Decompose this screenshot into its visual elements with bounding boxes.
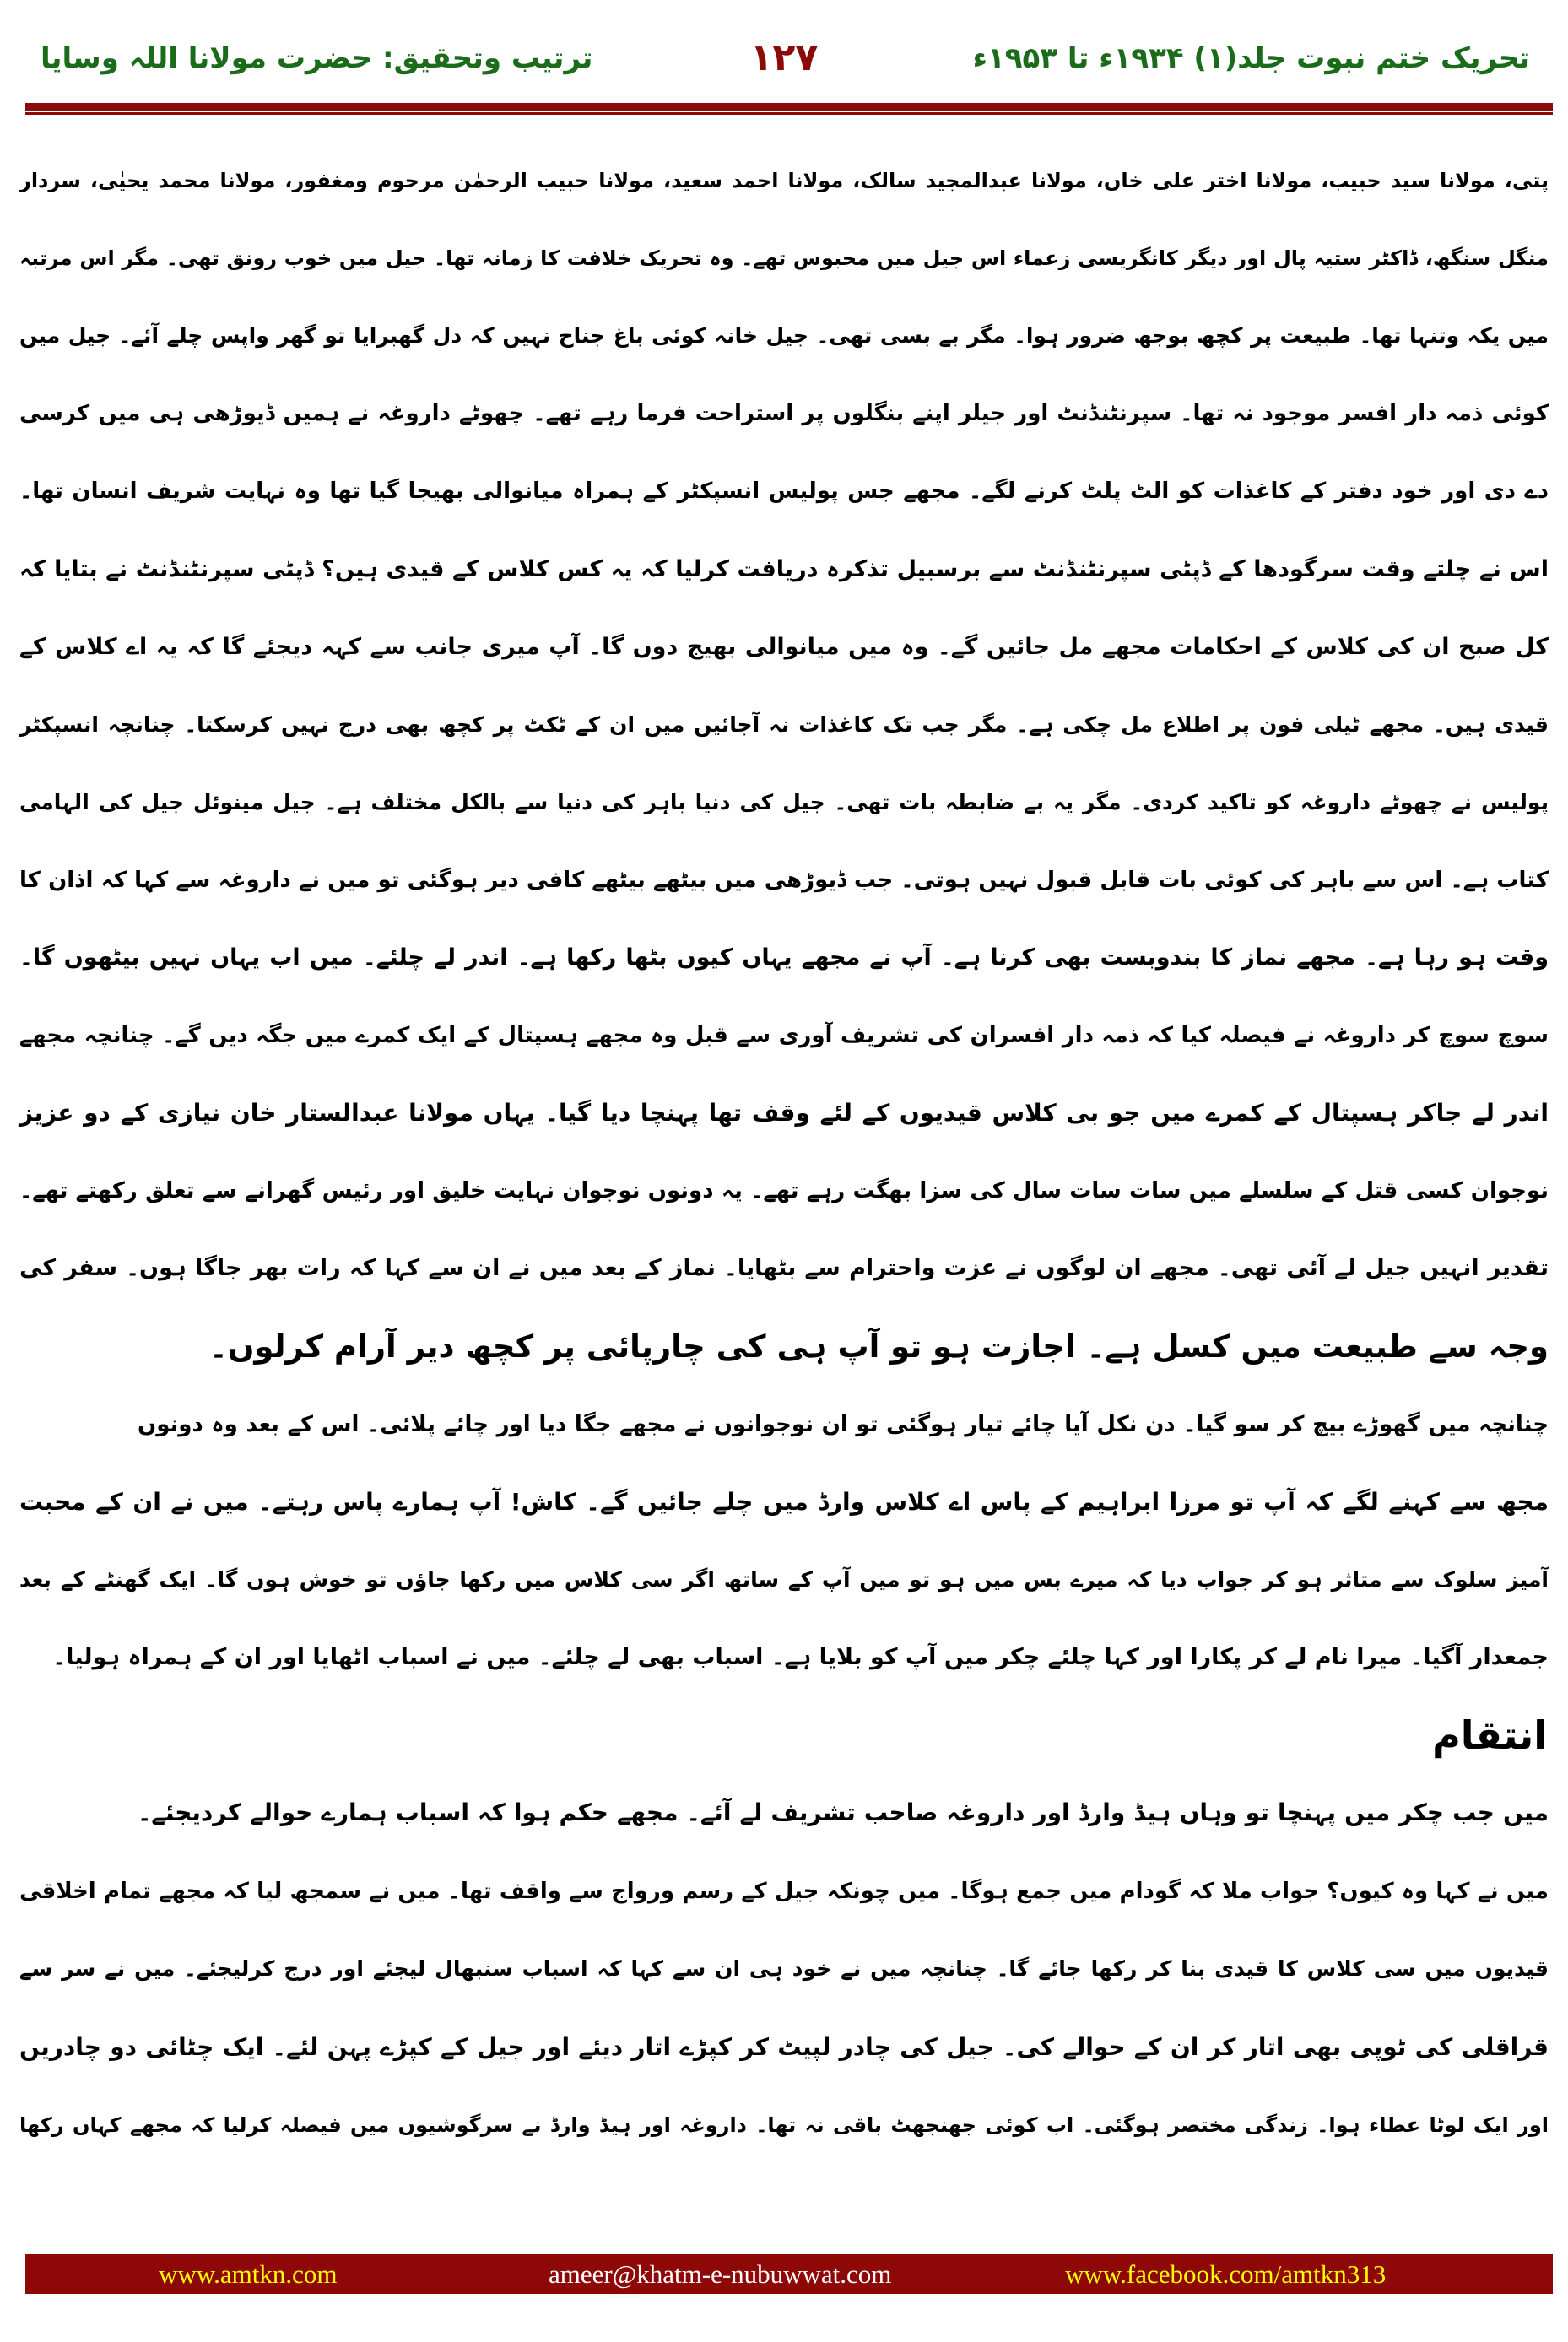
text-line: پتی، مولانا سید حبیب، مولانا اختر علی خاں، مولانا عبدالمجید سالک، مولانا احمد سعید، مولانا حبیب الرحمٰن مرحوم ومغفور، مولانا محمد یحیٰی، سردار (19, 169, 1549, 192)
website-link[interactable]: www.amtkn.com (159, 2259, 338, 2289)
text-line: اندر لے جاکر ہسپتال کے کمرے میں جو بی کلاس قیدیوں کے لئے وقف تھا پہنچا دیا گیا۔ یہاں مولانا عبدالستار خان نیازی کے دو عزیز (19, 1099, 1549, 1128)
text-line: کل صبح ان کی کلاس کے احکامات مجھے مل جائیں گے۔ وہ میں میانوالی بھیج دوں گا۔ آپ میری جانب سے کہہ دیجئے گا کہ یہ اے کلاس کے (19, 633, 1549, 660)
text-line: کتاب ہے۔ اس سے باہر کی کوئی بات قابل قبول نہیں ہوتی۔ جب ڈیوڑھی میں بیٹھے بیٹھے کافی دیر ہوگئی تو میں نے داروغہ سے کہا کہ اذان کا (19, 867, 1549, 893)
email-link[interactable]: ameer@khatm-e-nubuwwat.com (549, 2259, 892, 2289)
text-line: میں جب چکر میں پہنچا تو وہاں ہیڈ وارڈ اور داروغہ صاحب تشریف لے آئے۔ مجھے حکم ہوا کہ اسباب ہمارے حوالے کردیجئے۔ (138, 1798, 1549, 1826)
text-line: چنانچہ میں گھوڑے بیچ کر سو گیا۔ دن نکل آیا چائے تیار ہوگئی تو ان نوجوانوں نے مجھے جگا دیا اور چائے پلائی۔ اس کے بعد وہ دونوں (138, 1411, 1549, 1437)
text-line: جمعدار آگیا۔ میرا نام لے کر پکارا اور کہا چلئے چکر میں آپ کو بلایا ہے۔ اسباب بھی لے چلئے۔ میں نے اسباب اٹھایا اور ان کے ہمراہ ہولیا۔ (52, 1643, 1549, 1670)
facebook-link[interactable]: www.facebook.com/amtkn313 (1065, 2259, 1387, 2289)
text-line: آمیز سلوک سے متاثر ہو کر جواب دیا کہ میرے بس میں ہو تو میں آپ کے ساتھ اگر سی کلاس میں رکھا جاؤں تو خوش ہوں گا۔ ایک گھنٹے کے بعد (19, 1566, 1549, 1592)
text-line: دے دی اور خود دفتر کے کاغذات کو الٹ پلٹ کرنے لگے۔ مجھے جس پولیس انسپکٹر کے ہمراہ میانوالی بھیجا گیا تھا وہ نہایت شریف انسان تھا۔ (19, 479, 1549, 505)
text-line: مجھ سے کہنے لگے کہ آپ تو مرزا ابراہیم کے پاس اے کلاس وارڈ میں چلے جائیں گے۔ کاش! آپ ہمارے پاس رہتے۔ میں نے ان کے محبت (19, 1487, 1549, 1516)
book-title: تحریک ختم نبوت جلد(۱) ۱۹۳۴ء تا ۱۹۵۳ء (972, 41, 1530, 75)
header-rule-thin (25, 112, 1553, 115)
text-line: میں یکہ وتنہا تھا۔ طبیعت پر کچھ بوجھ ضرور ہوا۔ مگر بے بسی تھی۔ جیل خانہ کوئی باغ جناح نہیں کہ دل گھبرایا تو گھر واپس چلے آئے۔ جیل میں (19, 323, 1549, 349)
text-line: نوجوان کسی قتل کے سلسلے میں سات سات سال کی سزا بھگت رہے تھے۔ یہ دونوں نوجوان نہایت خلیق اور رئیس گھرانے سے تعلق رکھتے تھے۔ (19, 1178, 1549, 1204)
text-line: میں نے کہا وہ کیوں؟ جواب ملا کہ گودام میں جمع ہوگا۔ میں چونکہ جیل کے رسم ورواج سے واقف تھا۔ میں نے سمجھ لیا کہ مجھے تمام اخلاقی (19, 1878, 1549, 1904)
text-line: منگل سنگھ، ڈاکٹر ستیہ پال اور دیگر کانگریسی زعماء اس جیل میں محبوس تھے۔ وہ تحریک خلافت کا زمانہ تھا۔ جیل میں خوب رونق تھی۔ مگر اس مرتبہ (19, 246, 1549, 271)
footer-bar (25, 2254, 1553, 2294)
text-line: وقت ہو رہا ہے۔ مجھے نماز کا بندوبست بھی کرنا ہے۔ آپ نے مجھے یہاں کیوں بٹھا رکھا ہے۔ اندر لے چلئے۔ میں اب یہاں نہیں بیٹھوں گا۔ (19, 944, 1549, 971)
text-line: قیدی ہیں۔ مجھے ٹیلی فون پر اطلاع مل چکی ہے۔ مگر جب تک کاغذات نہ آجائیں میں ان کے ٹکٹ پر کچھ بھی درج نہیں کرسکتا۔ چنانچہ انسپکٹر (19, 711, 1549, 737)
text-line: وجہ سے طبیعت میں کسل ہے۔ اجازت ہو تو آپ ہی کی چارپائی پر کچھ دیر آرام کرلوں۔ (209, 1328, 1549, 1365)
text-line: تقدیر انہیں جیل لے آئی تھی۔ مجھے ان لوگوں نے عزت واحترام سے بٹھایا۔ نماز کے بعد میں نے ان سے کہا کہ رات بھر جاگا ہوں۔ سفر کی (19, 1255, 1549, 1282)
text-line: پولیس نے چھوٹے داروغہ کو تاکید کردی۔ مگر یہ بے ضابطہ بات تھی۔ جیل کی دنیا باہر کی دنیا سے بالکل مختلف ہے۔ جیل مینوئل جیل کی الہامی (19, 789, 1549, 814)
compiler-credit: ترتیب وتحقیق: حضرت مولانا اللہ وسایا (41, 41, 593, 75)
page-number: ۱۲۷ (749, 36, 819, 79)
text-line: قیدیوں میں سی کلاس کا قیدی بنا کر رکھا جائے گا۔ چنانچہ میں نے خود ہی ان سے کہا کہ اسباب سنبھال لیجئے اور درج کرلیجئے۔ میں نے سر سے (19, 1956, 1549, 1981)
section-heading: انتقام (1432, 1712, 1547, 1758)
text-line: کوئی ذمہ دار افسر موجود نہ تھا۔ سپرنٹنڈنٹ اور جیلر اپنے بنگلوں پر استراحت فرما رہے تھے۔ چھوٹے داروغہ نے ہمیں ڈیوڑھی ہی میں کرسی (19, 401, 1549, 427)
header-rule-thick (25, 103, 1553, 111)
text-line: اور ایک لوٹا عطاء ہوا۔ زندگی مختصر ہوگئی۔ اب کوئی جھنجھٹ باقی نہ تھا۔ داروغہ اور ہیڈ وارڈ نے سرگوشیوں میں فیصلہ کرلیا کہ مجھے کہاں رکھا (19, 2113, 1549, 2137)
text-line: قراقلی کی ٹوپی بھی اتار کر ان کے حوالے کی۔ جیل کی چادر لپیٹ کر کپڑے اتار دیئے اور جیل کے کپڑے پہن لئے۔ ایک چٹائی دو چادریں (19, 2032, 1549, 2061)
text-line: سوچ سوچ کر داروغہ نے فیصلہ کیا کہ ذمہ دار افسران کی تشریف آوری سے قبل وہ مجھے ہسپتال کے ایک کمرے میں جگہ دیں گے۔ چنانچہ مجھے (19, 1023, 1549, 1049)
text-line: اس نے چلتے وقت سرگودھا کے ڈپٹی سپرنٹنڈنٹ سے برسبیل تذکرہ دریافت کرلیا کہ یہ کس کلاس کے قیدی ہیں؟ ڈپٹی سپرنٹنڈنٹ نے بتایا کہ (19, 555, 1549, 582)
